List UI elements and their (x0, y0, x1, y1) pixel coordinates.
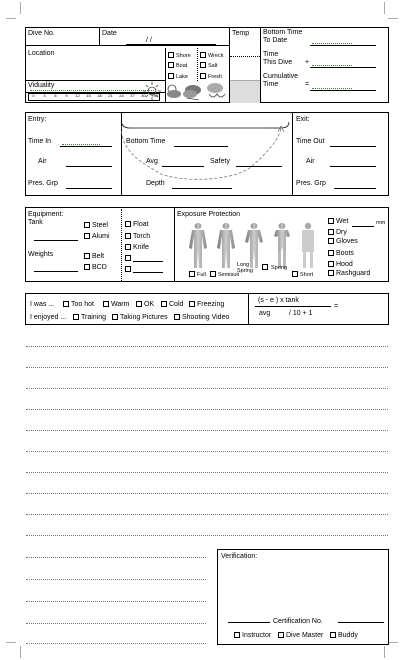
site-type-lake[interactable]: Lake (168, 73, 188, 80)
site-type-fresh[interactable]: Fresh (200, 73, 222, 80)
feeling-cold-checkbox[interactable]: Cold (161, 301, 183, 308)
entry-air-field[interactable] (66, 166, 112, 167)
date-label: Date (102, 30, 117, 37)
suit-semisuit-checkbox[interactable]: Semisuit (210, 271, 239, 278)
date-separator: / / (146, 37, 152, 44)
avg-depth-field[interactable] (162, 166, 204, 167)
notes-line[interactable] (26, 388, 388, 389)
bottom-time-field[interactable] (174, 146, 228, 147)
float-checkbox[interactable]: Float (125, 221, 149, 228)
full-suit-icon (189, 223, 207, 268)
extra-equipment-checkbox-1[interactable] (125, 255, 131, 261)
feeling-too-hot-checkbox[interactable]: Too hot (63, 301, 94, 308)
notes-line[interactable] (26, 451, 388, 452)
time-in-label: Time In (28, 138, 52, 145)
notes-line[interactable] (26, 472, 388, 473)
signature-field[interactable] (228, 622, 270, 623)
notes-line[interactable] (26, 409, 388, 410)
air-formula-avg: avg (259, 310, 271, 317)
spring-suit-icon (274, 223, 290, 268)
knife-checkbox[interactable]: Knife (125, 244, 149, 251)
notes-line[interactable] (26, 346, 388, 347)
notes-line[interactable] (26, 557, 206, 558)
time-this-dive-label: Time This Dive (263, 51, 293, 66)
depth-label: Depth (146, 180, 165, 187)
suit-full-checkbox[interactable]: Full (189, 271, 206, 278)
air-formula-equals: = (334, 303, 339, 310)
rashguard-checkbox[interactable]: Rashguard (328, 270, 370, 277)
air-formula-denominator: / 10 + 1 (289, 310, 313, 317)
tank-label: Tank (28, 219, 43, 226)
location-label: Location (28, 50, 55, 57)
visibility-label: Viduality (28, 82, 55, 89)
enjoyed-training-checkbox[interactable]: Training (73, 314, 106, 321)
equals-sign: = (305, 81, 310, 88)
notes-line[interactable] (26, 430, 388, 431)
notes-line[interactable] (26, 579, 206, 580)
notes-line[interactable] (26, 514, 388, 515)
verification-title: Verification: (221, 553, 258, 560)
cumulative-time-field[interactable] (310, 90, 376, 91)
suit-short-checkbox[interactable]: Short (292, 271, 313, 278)
i-enjoyed-label: I enjoyed ... (30, 314, 67, 321)
extra-equipment-field-1[interactable] (133, 261, 163, 262)
cumulative-time-label: Cumulative Time (263, 73, 299, 88)
weights-belt-checkbox[interactable]: Belt (84, 253, 104, 260)
depth-field[interactable] (172, 188, 232, 189)
partly-cloudy-icon[interactable] (167, 85, 181, 98)
crop-mark-bottom-left-v (20, 646, 21, 658)
crop-mark-top-left-v (20, 2, 21, 14)
verification-section (217, 549, 389, 645)
exit-pres-grp-label: Pres. Grp (296, 180, 326, 187)
notes-line[interactable] (26, 535, 388, 536)
i-was-label: I was ... (30, 301, 55, 308)
site-type-boat[interactable]: Boat (168, 62, 187, 69)
extra-equipment-checkbox-2[interactable] (125, 266, 131, 272)
torch-checkbox[interactable]: Torch (125, 233, 150, 240)
enjoyed-shooting-video-checkbox[interactable]: Shooting Video (174, 314, 229, 321)
bottom-time-to-date-field[interactable] (310, 45, 376, 46)
tank-field[interactable] (34, 240, 78, 241)
site-type-salt[interactable]: Salt (200, 62, 217, 69)
time-in-field[interactable] (60, 146, 112, 147)
crop-mark-bottom-right-v (384, 646, 385, 658)
time-out-field[interactable] (330, 146, 376, 147)
certification-no-label: Certification No. (273, 618, 323, 625)
cloudy-icon[interactable] (183, 85, 201, 100)
weights-label: Weights (28, 251, 54, 258)
entry-pres-grp-field[interactable] (66, 188, 112, 189)
dry-checkbox[interactable]: Dry (328, 229, 347, 236)
equipment-title: Equipment: (28, 211, 64, 218)
enjoyed-taking-pictures-checkbox[interactable]: Taking Pictures (112, 314, 167, 321)
sun-icon[interactable] (143, 82, 161, 100)
dive-no-label: Dive No. (28, 30, 55, 37)
weights-bcd-checkbox[interactable]: BCD (84, 264, 107, 271)
feeling-ok-checkbox[interactable]: OK (136, 301, 154, 308)
entry-air-label: Air (38, 158, 47, 165)
feeling-freezing-checkbox[interactable]: Freezing (189, 301, 224, 308)
time-out-label: Time Out (296, 138, 325, 145)
role-buddy-checkbox[interactable]: Buddy (330, 632, 358, 639)
bottom-time-to-date-label: Bottom Time To Date (263, 29, 303, 44)
notes-line[interactable] (26, 623, 206, 624)
exit-air-label: Air (306, 158, 315, 165)
temp-label: Temp (232, 30, 250, 37)
suit-long-spring-checkbox[interactable]: Long Spring (237, 262, 253, 274)
crop-mark-top-right (388, 18, 398, 19)
avg-label: Avg (146, 158, 158, 165)
crop-mark-top-right-v (384, 2, 385, 14)
weights-field[interactable] (34, 271, 78, 272)
crop-mark-top-left (6, 18, 16, 19)
notes-line[interactable] (26, 493, 388, 494)
site-type-wreck[interactable]: Wreck (200, 52, 223, 59)
rain-icon[interactable] (207, 83, 225, 97)
exposure-title: Exposure Protection (177, 211, 241, 218)
boots-checkbox[interactable]: Boots (328, 250, 354, 257)
gloves-checkbox[interactable]: Gloves (328, 238, 358, 245)
entry-pres-grp-label: Pres. Grp (28, 180, 58, 187)
tank-alumi-checkbox[interactable]: Alumi (84, 233, 110, 240)
tank-steel-checkbox[interactable]: Steel (84, 222, 108, 229)
notes-line[interactable] (26, 367, 388, 368)
wet-thickness-field[interactable] (352, 226, 374, 227)
crop-mark-bottom-right (388, 642, 398, 643)
extra-equipment-field-2[interactable] (133, 272, 163, 273)
air-formula-fraction-bar (255, 306, 331, 307)
exit-air-field[interactable] (330, 166, 376, 167)
entry-title: Entry: (28, 116, 47, 123)
site-type-shore[interactable]: Shore (168, 52, 191, 59)
safety-label: Safety (210, 158, 230, 165)
safety-stop-field[interactable] (236, 166, 282, 167)
weather-icons[interactable] (143, 80, 229, 102)
exit-pres-grp-field[interactable] (334, 188, 376, 189)
certification-no-field[interactable] (338, 622, 384, 623)
notes-line[interactable] (26, 643, 206, 644)
role-instructor-checkbox[interactable]: Instructor (234, 632, 271, 639)
semi-suit-icon (217, 223, 235, 268)
time-this-dive-field[interactable] (310, 67, 376, 68)
mm-unit: mm (376, 220, 386, 226)
role-dive-master-checkbox[interactable]: Dive Master (278, 632, 323, 639)
date-field[interactable] (126, 44, 216, 45)
crop-mark-bottom-left (6, 642, 16, 643)
suit-spring-checkbox[interactable]: Spring (271, 265, 287, 271)
shorty-suit-icon (302, 223, 314, 268)
plus-sign: + (305, 59, 310, 66)
feeling-warm-checkbox[interactable]: Warm (103, 301, 129, 308)
notes-line[interactable] (26, 601, 206, 602)
hood-checkbox[interactable]: Hood (328, 261, 353, 268)
bottom-time-label: Bottom Time (126, 138, 166, 145)
exit-title: Exit: (296, 116, 310, 123)
air-formula-numerator: (s - e ) x tank (258, 297, 299, 304)
wet-checkbox[interactable]: Wet (328, 218, 348, 225)
